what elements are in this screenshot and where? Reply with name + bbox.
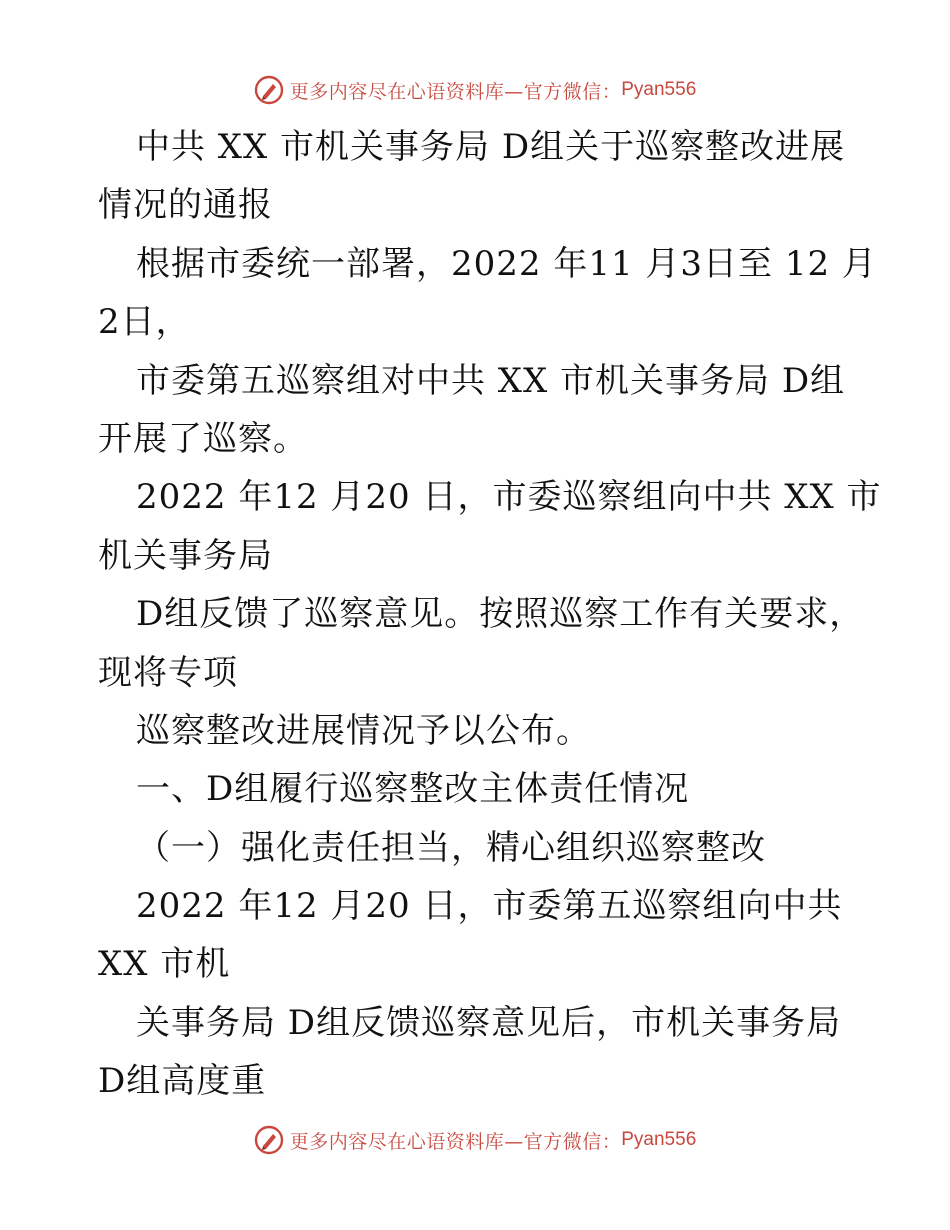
pen-logo-icon xyxy=(254,1125,284,1155)
watermark-wechat: Pyan556 xyxy=(621,1129,697,1150)
text-line: 关事务局 D组反馈巡察意见后，市机关事务局 xyxy=(136,1002,842,1043)
text-line: 中共 XX 市机关事务局 D组关于巡察整改进展 xyxy=(136,127,846,167)
text-line: 巡察整改进展情况予以公布。 xyxy=(136,710,591,751)
text-line: D组反馈了巡察意见。按照巡察工作有关要求， xyxy=(136,594,865,635)
text-line: 情况的通报 xyxy=(98,185,273,226)
pen-logo-icon xyxy=(254,75,284,105)
watermark-wechat: Pyan556 xyxy=(621,79,697,100)
watermark-text: 更多内容尽在心语资料库—官方微信： xyxy=(289,80,622,103)
text-line: 2022 年12 月20 日，市委第五巡察组向中共 xyxy=(136,886,843,927)
footer-watermark xyxy=(0,1120,950,1160)
text-line: 开展了巡察。 xyxy=(98,418,308,459)
text-line: XX 市机 xyxy=(98,944,231,985)
text-line: 2日， xyxy=(98,302,191,343)
watermark-text: 更多内容尽在心语资料库—官方微信： xyxy=(289,1130,622,1153)
text-line: 2022 年12 月20 日，市委巡察组向中共 XX 市 xyxy=(136,477,882,518)
text-line: 一、D组履行巡察整改主体责任情况 xyxy=(136,769,690,810)
text-line: 根据市委统一部署，2022 年11 月3日至 12 月 xyxy=(136,243,877,284)
text-line: 机关事务局 xyxy=(98,535,273,576)
text-line: 现将专项 xyxy=(98,652,238,693)
text-line: （一）强化责任担当，精心组织巡察整改 xyxy=(136,827,766,868)
header-watermark xyxy=(0,70,950,110)
text-line: D组高度重 xyxy=(98,1061,267,1102)
document-body xyxy=(98,118,882,1111)
text-line: 市委第五巡察组对中共 XX 市机关事务局 D组 xyxy=(136,360,846,401)
